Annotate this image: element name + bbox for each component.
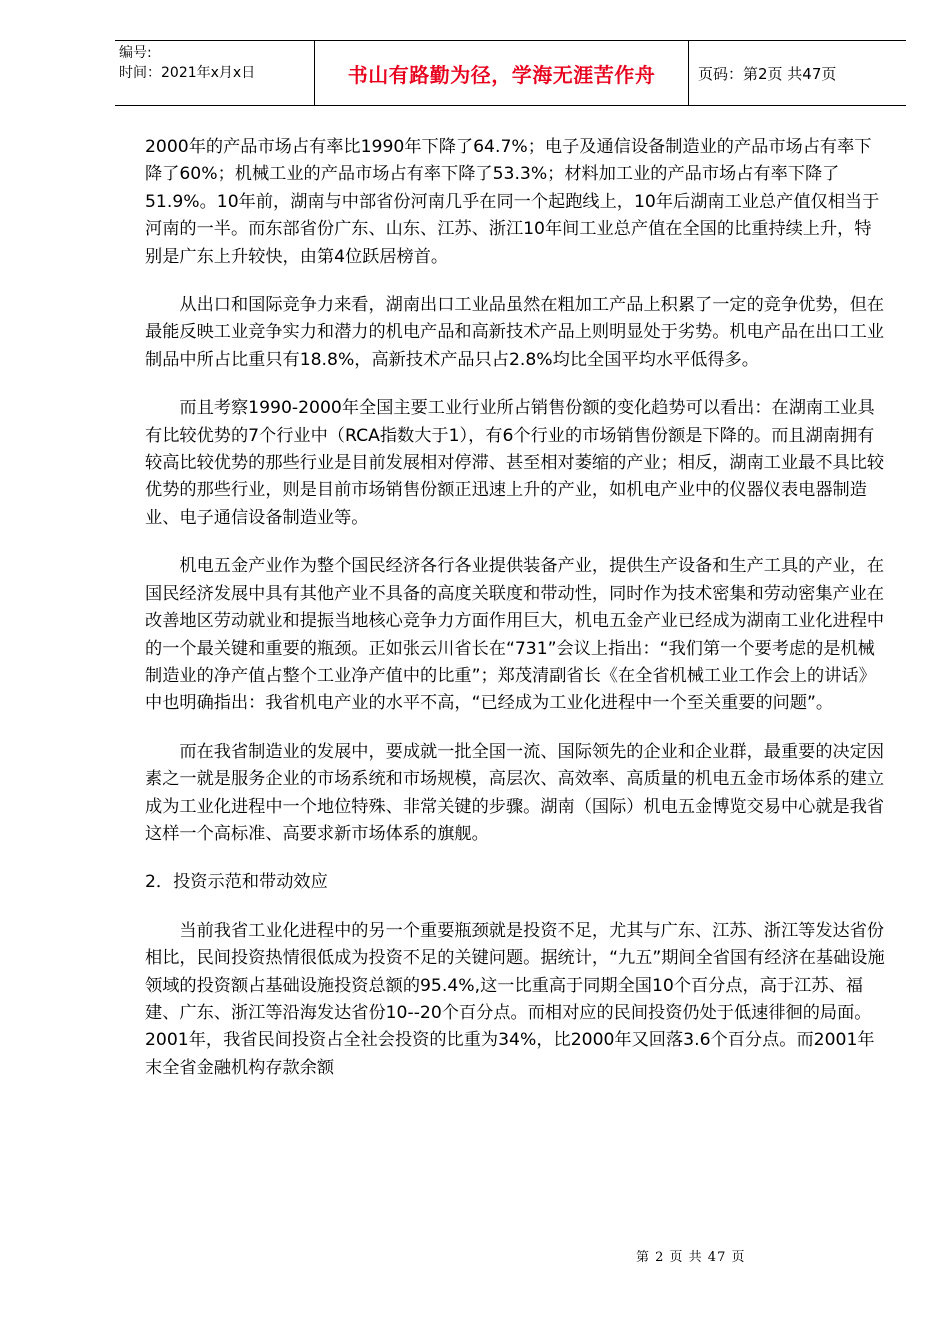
paragraph: 而在我省制造业的发展中，要成就一批全国一流、国际领先的企业和企业群，最重要的决定因素之一就是服务企业的市场系统和市场规模，高层次、高效率、高质量的机电五金市场体系的建立成为工业化进程中一个地位特殊、非常关键的步骤。湖南（国际）机电五金博览交易中心就是我省这样一个高标准、高要求新市场体系的旗舰。	[145, 741, 885, 844]
section-heading: 2．投资示范和带动效应	[145, 872, 328, 893]
header-motto: 书山有路勤为径，学海无涯苦作舟	[315, 41, 689, 105]
document-body	[145, 134, 885, 1103]
paragraph: 从出口和国际竞争力来看，湖南出口工业品虽然在粗加工产品上积累了一定的竞争优势，但在最能反映工业竞争实力和潜力的机电产品和高新技术产品上则明显处于劣势。机电产品在出口工业制品中所占比重只有18.8%，高新技术产品只占2.8%均比全国平均水平低得多。	[145, 295, 885, 370]
paragraph: 机电五金产业作为整个国民经济各行各业提供装备产业，提供生产设备和生产工具的产业，在国民经济发展中具有其他产业不具备的高度关联度和带动性，同时作为技术密集和劳动密集产业在改善地区劳动就业和提振当地核心竞争力方面作用巨大，机电五金产业已经成为湖南工业化进程中的一个最关键和重要的瓶颈。正如张云川省长在“731”会议上指出：“我们第一个要考虑的是机械制造业的净产值占整个工业净产值中的比重”；郑茂清副省长《在全省机械工业工作会上的讲话》中也明确指出：我省机电产业的水平不高，“已经成为工业化进程中一个至关重要的问题”。	[145, 556, 885, 714]
header-page-info: 页码：第2页 共47页	[698, 64, 837, 83]
page-footer: 第 2 页 共 47 页	[636, 1250, 746, 1265]
paragraph: 2000年的产品市场占有率比1990年下降了64.7%；电子及通信设备制造业的产品市场占有率下降了60%；机械工业的产品市场占有率下降了53.3%；材料加工业的产品市场占有率下降了51.9%。10年前，湖南与中部省份河南几乎在同一个起跑线上，10年后湖南工业总产值仅相当于河南的一半。而东部省份广东、山东、江苏、浙江10年间工业总产值在全国的比重持续上升，特别是广东上升较快，由第4位跃居榜首。	[145, 137, 880, 267]
paragraph: 而且考察1990-2000年全国主要工业行业所占销售份额的变化趋势可以看出：在湖南工业具有比较优势的7个行业中（RCA指数大于1），有6个行业的市场销售份额是下降的。而且湖南拥有较高比较优势的那些行业是目前发展相对停滞、甚至相对萎缩的产业；相反，湖南工业最不具比较优势的那些行业，则是目前市场销售份额正迅速上升的产业，如机电产业中的仪器仪表电器制造业、电子通信设备制造业等。	[145, 398, 885, 528]
page-header	[115, 40, 906, 106]
number-label: 编号:	[119, 45, 152, 61]
date-label: 时间：2021年x月x日	[119, 65, 256, 81]
header-meta	[115, 41, 315, 105]
paragraph: 当前我省工业化进程中的另一个重要瓶颈就是投资不足，尤其与广东、江苏、浙江等发达省份相比，民间投资热情很低成为投资不足的关键问题。据统计，“九五”期间全省国有经济在基础设施领域的投资额占基础设施投资总额的95.4%,这一比重高于同期全国10个百分点，高于江苏、福建、广东、浙江等沿海发达省份10--20个百分点。而相对应的民间投资仍处于低速徘徊的局面。2001年，我省民间投资占全社会投资的比重为34%，比2000年又回落3.6个百分点。而2001年末全省金融机构存款余额	[145, 920, 885, 1078]
